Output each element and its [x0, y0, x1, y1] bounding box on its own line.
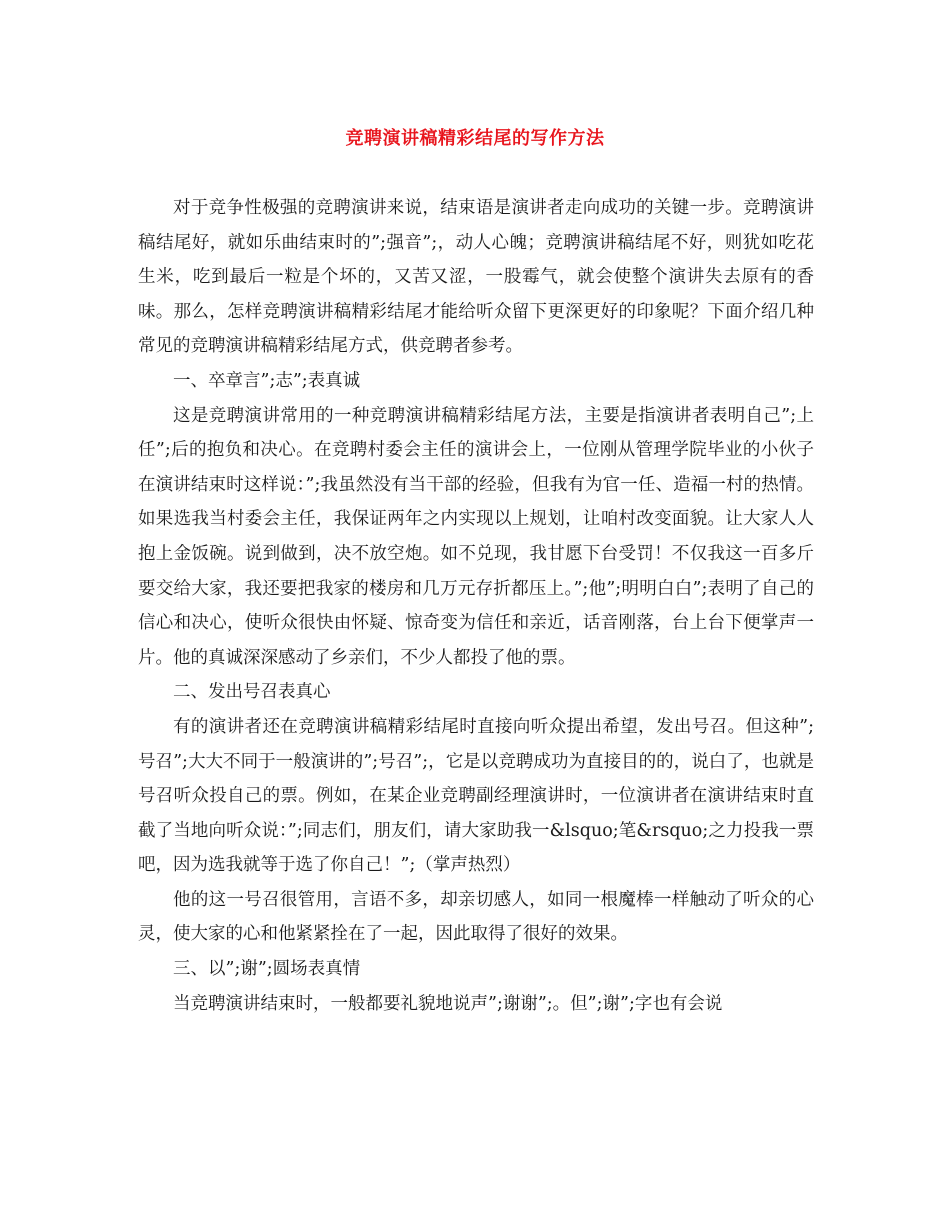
section-2-paragraph: 有的演讲者还在竞聘演讲稿精彩结尾时直接向听众提出希望，发出号召。但这种”;号召”;大大不同于一般演讲的”;号召”;，它是以竞聘成功为直接目的的，说白了，也就是号召听众投自己的票。例如，在某企业竞聘副经理演讲时，一位演讲者在演讲结束时直截了当地向听众说：”;同志们，朋友们，请大家助我一&lsquo;笔&rsquo;之力投我一票吧，因为选我就等于选了你自己！”;（掌声热烈）	[138, 716, 814, 876]
document-body	[138, 191, 814, 1021]
section-2-paragraph-2: 他的这一号召很管用，言语不多，却亲切感人，如同一根魔棒一样触动了听众的心灵，使大家的心和他紧紧拴在了一起，因此取得了很好的效果。	[138, 889, 814, 945]
section-1-paragraph: 这是竞聘演讲常用的一种竞聘演讲稿精彩结尾方法，主要是指演讲者表明自己”;上任”;后的抱负和决心。在竞聘村委会主任的演讲会上，一位刚从管理学院毕业的小伙子在演讲结束时这样说：”;我虽然没有当干部的经验，但我有为官一任、造福一村的热情。如果选我当村委会主任，我保证两年之内实现以上规划，让咱村改变面貌。让大家人人抱上金饭碗。说到做到，决不放空炮。如不兑现，我甘愿下台受罚！不仅我这一百多斤要交给大家，我还要把我家的楼房和几万元存折都压上。”;他”;明明白白”;表明了自己的信心和决心，使听众很快由怀疑、惊奇变为信任和亲近，话音刚落，台上台下便掌声一片。他的真诚深深感动了乡亲们，不少人都投了他的票。	[138, 405, 814, 668]
document-title: 竞聘演讲稿精彩结尾的写作方法	[345, 128, 605, 149]
section-heading-2: 二、发出号召表真心	[173, 682, 331, 703]
section-3-paragraph: 当竞聘演讲结束时，一般都要礼貌地说声”;谢谢”;。但”;谢”;字也有会说	[173, 993, 723, 1014]
section-heading-3: 三、以”;谢”;圆场表真情	[173, 959, 361, 980]
section-heading-1: 一、卒章言”;志”;表真诚	[173, 370, 361, 391]
intro-paragraph: 对于竞争性极强的竞聘演讲来说，结束语是演讲者走向成功的关键一步。竞聘演讲稿结尾好，就如乐曲结束时的”;强音”;，动人心魄；竞聘演讲稿结尾不好，则犹如吃花生米，吃到最后一粒是个坏的，又苦又涩，一股霉气，就会使整个演讲失去原有的香味。那么，怎样竞聘演讲稿精彩结尾才能给听众留下更深更好的印象呢？下面介绍几种常见的竞聘演讲稿精彩结尾方式，供竞聘者参考。	[138, 198, 814, 357]
